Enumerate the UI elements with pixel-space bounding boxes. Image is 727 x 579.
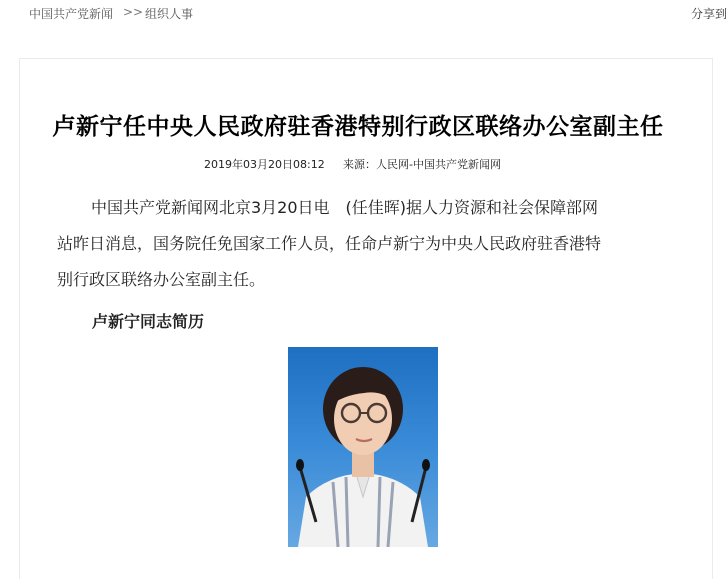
breadcrumb-section-link[interactable]: 组织人事 — [145, 7, 194, 21]
article-source: 来源：人民网-中国共产党新闻网 — [343, 158, 501, 171]
breadcrumb-home-link[interactable]: 中国共产党新闻 — [29, 7, 114, 21]
top-bar — [0, 0, 727, 28]
bio-heading: 卢新宁同志简历 — [92, 312, 205, 331]
portrait-illustration — [288, 347, 438, 547]
article-datetime: 2019年03月20日08:12 — [204, 158, 325, 171]
portrait-photo — [288, 347, 438, 547]
article-body-line: 站昨日消息，国务院任免国家工作人员，任命卢新宁为中央人民政府驻香港特 — [57, 234, 602, 253]
share-link[interactable]: 分享到 — [691, 7, 727, 21]
article-title: 卢新宁任中央人民政府驻香港特别行政区联络办公室副主任 — [52, 113, 664, 140]
article-body — [57, 190, 677, 298]
article-body-line: 中国共产党新闻网北京3月20日电 (任佳晖)据人力资源和社会保障部网 — [91, 198, 599, 217]
article-body-line: 别行政区联络办公室副主任。 — [57, 270, 266, 289]
breadcrumb-separator: >> — [123, 5, 144, 19]
